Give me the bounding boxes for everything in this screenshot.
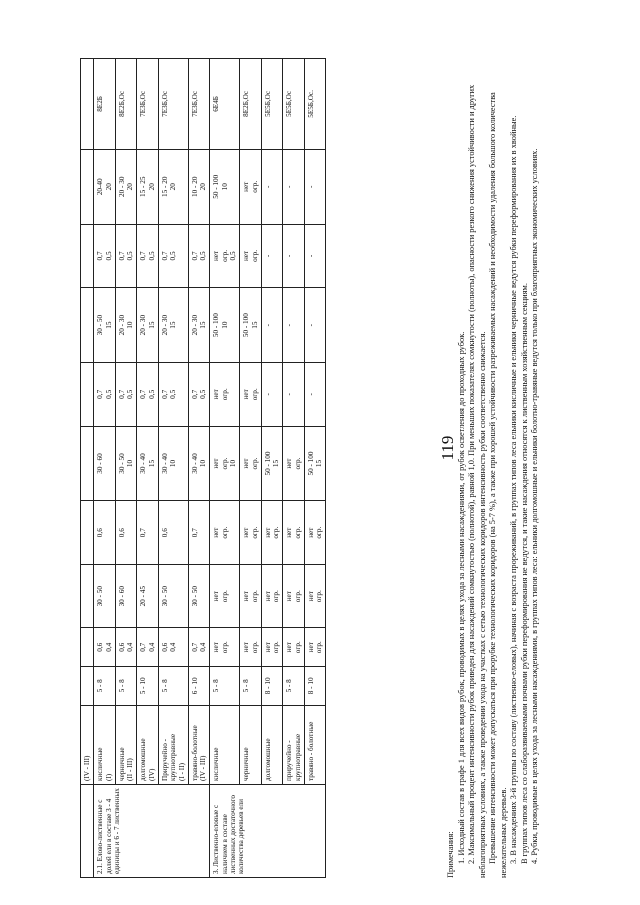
notes-block (446, 42, 541, 878)
page-number: 119 (438, 435, 457, 461)
value-cell: 20 - 30 15 (158, 288, 188, 363)
table-row (283, 59, 305, 878)
forest-type-cell: приручейно - крупнотравные (283, 705, 305, 784)
value-cell: 8 - 10 (261, 667, 283, 706)
value-cell: - (261, 224, 283, 288)
table-row (188, 59, 210, 878)
value-cell: 5 - 10 (137, 667, 159, 706)
value-cell: 0,6 (94, 501, 116, 565)
group-title-cell: 3. Лиственно-еловые с наличием в составе лиственных достаточного количества деревьев ели (210, 784, 326, 877)
value-cell: 15 - 25 20 (137, 149, 159, 224)
value-cell: 0,7 0,5 (188, 224, 210, 288)
value-cell: 10 - 20 20 (188, 149, 210, 224)
note-2b: Превышение интенсивности может допускаться при прорубке технологических коридоров (на 5-7 %), а также при хорошей устойчивости разреживаемых насаждений и необходимости удаления большого количества нежелательных деревьев. (488, 92, 508, 878)
value-cell: нет огр. (240, 564, 262, 628)
table-row (158, 59, 188, 878)
value-cell: 6Е4Б (210, 59, 240, 150)
value-cell: нет огр. (240, 224, 262, 288)
rotated-page-content (80, 28, 640, 878)
value-cell: 0,7 0,5 (115, 363, 137, 427)
value-cell: 7Е3Б,Ос (188, 59, 210, 150)
value-cell: 50 - 100 10 (210, 288, 240, 363)
value-cell: 30 - 40 15 (137, 426, 159, 501)
value-cell: нет огр. (210, 628, 240, 667)
value-cell: нет огр. (210, 363, 240, 427)
value-cell: 0,7 0,4 (188, 628, 210, 667)
forest-type-cell: кисличные (I) (94, 705, 116, 784)
value-cell: 0,6 (158, 501, 188, 565)
value-cell: - (304, 288, 326, 363)
value-cell: 0,6 (115, 501, 137, 565)
value-cell: 0,7 0,5 (137, 363, 159, 427)
value-cell: 0,7 0,5 (94, 224, 116, 288)
note-2: 2. Максимальный процент интенсивности рубок приведен для насаждений сомкнутостью (полнотой), равной 1,0. При меньших показателях сомкнутости (полноты), опасности резкого снижения устойчивости и других неблагоприятных условиях, а также проведении ухода на участках с сетью технологических коридоров интенсивность рубки соответственно снижается. (467, 84, 487, 878)
value-cell: 8Е2Б,Ос (240, 59, 262, 150)
note-1: 1. Исходный состав в графе 1 для всех видов рубок, проводимых в целях ухода за лесными насаждениями, от рубок осветления до проходных рубок. (456, 331, 466, 864)
value-cell: 5Е5Б,Ос (261, 59, 283, 150)
forest-type-cell: долгомошные (261, 705, 283, 784)
value-cell: 20 - 30 20 (115, 149, 137, 224)
value-cell: 20 - 30 15 (188, 288, 210, 363)
value-cell: 15 - 20 20 (158, 149, 188, 224)
value-cell: 30 - 50 (188, 564, 210, 628)
value-cell: 5 - 8 (283, 667, 305, 706)
value-cell: 5 - 8 (115, 667, 137, 706)
value-cell: - (283, 224, 305, 288)
value-cell: 0,7 0,5 (115, 224, 137, 288)
value-cell: нет огр. (210, 501, 240, 565)
value-cell: 30 - 60 (94, 426, 116, 501)
value-cell: 30 - 60 (115, 564, 137, 628)
value-cell: 20 - 30 15 (137, 288, 159, 363)
value-cell: 20 - 30 10 (115, 288, 137, 363)
group-title-cell: 2.1. Елово-лиственные с долей ели в составе 3 - 4 единицы и 6 - 7 лиственных (94, 784, 210, 877)
value-cell: 5Е5Б,Ос. (304, 59, 326, 150)
value-cell: - (283, 288, 305, 363)
forestry-table (80, 58, 326, 878)
value-cell: 50 - 100 10 (210, 149, 240, 224)
value-cell: 0,7 (188, 501, 210, 565)
value-cell: нет огр. (304, 628, 326, 667)
value-cell: 30 - 50 (94, 564, 116, 628)
table-row (304, 59, 326, 878)
value-cell: нет огр. 10 (210, 426, 240, 501)
value-cell: нет огр. (261, 564, 283, 628)
value-cell: нет огр. (261, 501, 283, 565)
value-cell: 0,7 0,5 (137, 224, 159, 288)
value-cell: 5 - 8 (240, 667, 262, 706)
value-cell: - (304, 224, 326, 288)
value-cell: 30 - 40 10 (158, 426, 188, 501)
value-cell: нет огр. 0,5 (210, 224, 240, 288)
value-cell: нет огр. (304, 501, 326, 565)
value-cell: 6 - 10 (188, 667, 210, 706)
value-cell: - (261, 288, 283, 363)
value-cell: 30 - 40 10 (188, 426, 210, 501)
value-cell: нет огр. (240, 628, 262, 667)
table-body (81, 59, 326, 878)
value-cell: нет огр. (283, 564, 305, 628)
header-cell: (IV - III) (81, 705, 94, 784)
value-cell: нет огр. (304, 564, 326, 628)
table-row (94, 59, 116, 878)
value-cell: 0,7 0,5 (188, 363, 210, 427)
value-cell: нет огр. (283, 426, 305, 501)
value-cell: 0,6 0,4 (94, 628, 116, 667)
value-cell: нет огр. (240, 149, 262, 224)
value-cell: 0,7 0,5 (158, 224, 188, 288)
value-cell: 0,7 (137, 501, 159, 565)
forest-type-cell: черничные (II - III) (115, 705, 137, 784)
table-header-row (81, 59, 94, 878)
table-row (210, 59, 240, 878)
table-row (261, 59, 283, 878)
value-cell: 50 - 100 15 (240, 288, 262, 363)
value-cell: 30 - 50 15 (94, 288, 116, 363)
value-cell: 20-40 20 (94, 149, 116, 224)
value-cell: 30 - 50 (158, 564, 188, 628)
value-cell: нет огр. (240, 363, 262, 427)
table-row (137, 59, 159, 878)
forest-type-cell: кисличные (210, 705, 240, 784)
forest-type-cell: черничные (240, 705, 262, 784)
value-cell: 0,6 0,4 (115, 628, 137, 667)
value-cell: 5 - 8 (94, 667, 116, 706)
value-cell: - (283, 363, 305, 427)
note-3b: В группах типов леса со слаборазвиваемыми почвами рубки переформирования не ведутся, и такие насаждения относятся к лиственным хозяйственным секциям. (519, 283, 529, 864)
value-cell: 8Е2Б,Ос (115, 59, 137, 150)
forest-type-cell: травяно-болотные (IV - III) (188, 705, 210, 784)
notes-heading: Примечания: (446, 831, 455, 878)
value-cell: 50 - 100 15 (304, 426, 326, 501)
value-cell: 7Е3Б,Ос (137, 59, 159, 150)
value-cell: 8Е2Б (94, 59, 116, 150)
value-cell: 7Е3Б,Ос (158, 59, 188, 150)
value-cell: нет огр. (240, 426, 262, 501)
table-row (115, 59, 137, 878)
value-cell: 0,7 0,4 (137, 628, 159, 667)
value-cell: 8 - 10 (304, 667, 326, 706)
value-cell: нет огр. (210, 564, 240, 628)
value-cell: нет огр. (283, 501, 305, 565)
value-cell: - (283, 149, 305, 224)
table-row (240, 59, 262, 878)
forest-type-cell: травяно - болотные (304, 705, 326, 784)
value-cell: нет огр. (283, 628, 305, 667)
value-cell: 50 - 100 15 (261, 426, 283, 501)
value-cell: 0,7 0,5 (94, 363, 116, 427)
forest-type-cell: Приручейно - крупнотравные (I - II) (158, 705, 188, 784)
value-cell: 5 - 8 (210, 667, 240, 706)
note-4: 4. Рубки, проводимые в целях ухода за лесными насаждениями, в группах типов леса: ельники долгомошные и ельники болотно-травяные ведутся только при благоприятных экономических условиях. (530, 148, 539, 864)
value-cell: - (304, 363, 326, 427)
value-cell: 0,6 0,4 (158, 628, 188, 667)
forest-type-cell: долгомошные (IV) (137, 705, 159, 784)
value-cell: нет огр. (240, 501, 262, 565)
value-cell: 5Е5Б,Ос (283, 59, 305, 150)
value-cell: - (261, 363, 283, 427)
value-cell: 5 - 8 (158, 667, 188, 706)
note-3: 3. В насаждениях 3-й группы по составу (лиственно-еловых), начиная с возраста прореживаний, в группах типов леса ельники кисличные и ельники черничные ведутся рубки переформирования их в хвойные. (509, 115, 518, 864)
value-cell: нет огр. (261, 628, 283, 667)
value-cell: 0,7 0,5 (158, 363, 188, 427)
value-cell: - (304, 149, 326, 224)
value-cell: - (261, 149, 283, 224)
value-cell: 20 - 45 (137, 564, 159, 628)
value-cell: 30 - 50 10 (115, 426, 137, 501)
